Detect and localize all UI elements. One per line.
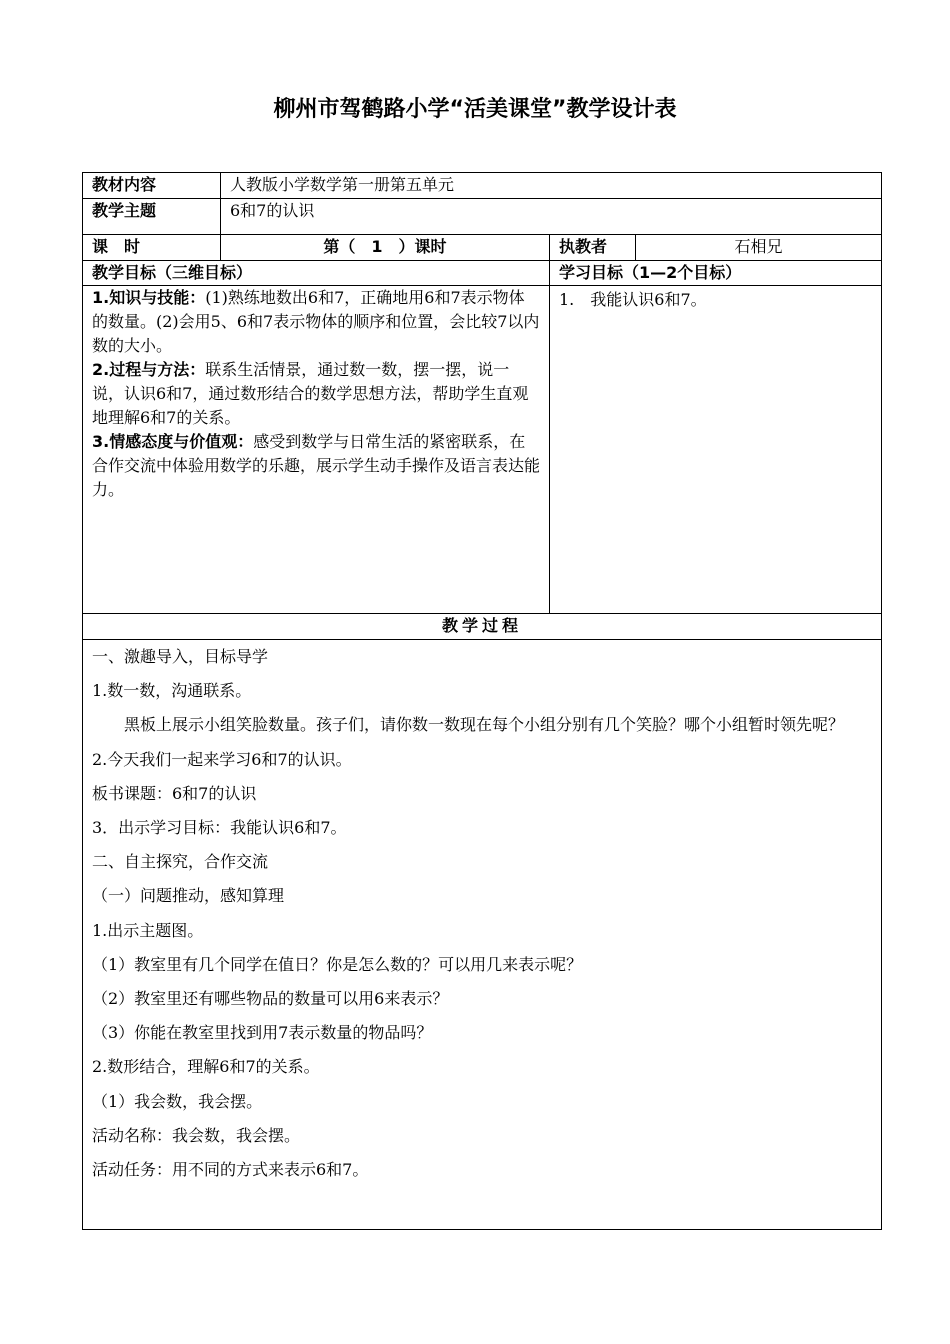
process-line: 1.数一数，沟通联系。: [92, 681, 252, 701]
learning-goal-item: 1. 我能认识6和7。: [559, 290, 707, 309]
process-line: 3．出示学习目标：我能认识6和7。: [92, 818, 347, 838]
process-line: （3）你能在教室里找到用7表示数量的物品吗？: [92, 1023, 433, 1043]
learning-goals-cell: [550, 286, 882, 614]
teacher-label: 执教者: [550, 235, 636, 261]
goal-item-3: 3.情感态度与价值观：感受到数学与日常生活的紧密联系，在合作交流中体验用数学的乐趣，展示学生动手操作及语言表达能力。: [92, 432, 541, 499]
process-line: 1.出示主题图。: [92, 920, 204, 940]
period-label: 课 时: [83, 235, 221, 261]
teaching-goals-header: 教学目标（三维目标）: [83, 261, 550, 286]
process-line: 黑板上展示小组笑脸数量。孩子们，请你数一数现在每个小组分别有几个笑脸？哪个小组暂时领先呢？: [124, 715, 845, 735]
process-line: 活动名称：我会数，我会摆。: [92, 1125, 301, 1145]
process-content: [83, 640, 882, 1230]
process-line: 2.数形结合，理解6和7的关系。: [92, 1057, 320, 1077]
page-title: 柳州市驾鹤路小学“活美课堂”教学设计表: [273, 97, 677, 122]
learning-goals-header: 学习目标（1—2个目标）: [550, 261, 882, 286]
material-label: 教材内容: [83, 173, 221, 199]
process-line: 一、激趣导入，目标导学: [92, 647, 269, 666]
topic-label: 教学主题: [83, 199, 221, 235]
teacher-value: 石相兄: [636, 235, 882, 261]
process-line: 板书课题：6和7的认识: [92, 783, 257, 803]
material-value: 人教版小学数学第一册第五单元: [221, 173, 882, 199]
process-line: （一）问题推动，感知算理: [92, 886, 285, 906]
goal-item-1: 1.知识与技能：(1)熟练地数出6和7，正确地用6和7表示物体的数量。(2)会用5、6和7表示物体的顺序和位置，会比较7以内数的大小。: [92, 288, 540, 355]
process-header: 教学过程: [83, 614, 882, 640]
process-line: （1）教室里有几个同学在值日？你是怎么数的？可以用几来表示呢？: [92, 954, 583, 974]
topic-value: 6和7的认识: [221, 199, 882, 235]
process-line: 2.今天我们一起来学习6和7的认识。: [92, 749, 352, 769]
process-line: （1）我会数，我会摆。: [92, 1091, 263, 1111]
process-line: 活动任务：用不同的方式来表示6和7。: [92, 1160, 369, 1180]
teaching-goals-cell: [83, 286, 550, 614]
goal-item-2: 2.过程与方法：联系生活情景，通过数一数，摆一摆，说一说，认识6和7，通过数形结合的数学思想方法，帮助学生直观地理解6和7的关系。: [92, 360, 529, 427]
process-line: （2）教室里还有哪些物品的数量可以用6来表示？: [92, 989, 449, 1009]
period-value: 第（ 1 ）课时: [221, 235, 550, 261]
process-line: 二、自主探究，合作交流: [92, 852, 269, 872]
lesson-design-table: [82, 172, 882, 1230]
